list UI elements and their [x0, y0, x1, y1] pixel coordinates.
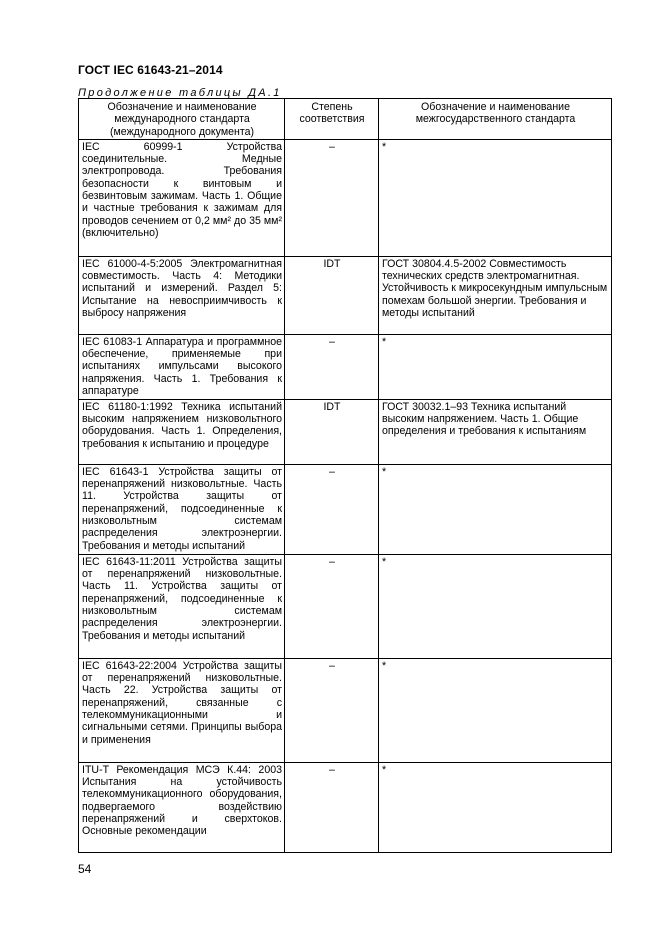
- column-header-degree: Степень соответствия: [285, 99, 379, 140]
- international-standard-cell: IEC 61180-1:1992 Техника испытаний высоким напряжением низковольтного оборудования. Часть 1. Определения, требования к испытанию и процедуре: [79, 399, 285, 464]
- table-row: [79, 554, 612, 658]
- degree-cell: –: [285, 464, 379, 554]
- international-standard-cell: IEC 61083-1 Аппаратура и программное обеспечение, применяемые при испытаниях импульсами высокого напряжения. Часть 1. Требования к аппаратуре: [79, 334, 285, 399]
- degree-cell: –: [285, 658, 379, 762]
- international-standard-cell: ITU-T Рекомендация МСЭ К.44: 2003 Испытания на устойчивость телекоммуникационного оборудования, подвергаемого воздействию перенапряжений и сверхтоков. Основные рекомендации: [79, 762, 285, 852]
- degree-cell: IDT: [285, 256, 379, 334]
- table-header-row: [79, 99, 612, 140]
- international-standard-cell: IEC 60999-1 Устройства соединительные. Медные электропровода. Требования безопасности к винтовым и безвинтовым зажимам. Часть 1. Общие и частные требования к зажимам для проводов сечением от 0,2 мм² до 35 мм² (включительно): [79, 139, 285, 256]
- international-standard-cell: IEC 61643-11:2011 Устройства защиты от перенапряжений низковольтные. Часть 11. Устройства защиты от перенапряжений, подсоединенные к низковольтным системам распределения электроэнергии. Требования и методы испытаний: [79, 554, 285, 658]
- degree-cell: –: [285, 139, 379, 256]
- degree-cell: –: [285, 554, 379, 658]
- interstate-standard-cell: *: [379, 464, 612, 554]
- column-header-interstate: Обозначение и наименование межгосударственного стандарта: [379, 99, 612, 140]
- interstate-standard-cell: *: [379, 139, 612, 256]
- interstate-standard-cell: *: [379, 762, 612, 852]
- interstate-standard-cell: ГОСТ 30804.4.5-2002 Совместимость технических средств электромагнитная. Устойчивость к микросекундным импульсным помехам большой энергии. Требования и методы испытаний: [379, 256, 612, 334]
- table-row: [79, 464, 612, 554]
- interstate-standard-cell: *: [379, 554, 612, 658]
- table-row: [79, 762, 612, 852]
- table-row: [79, 139, 612, 256]
- table-caption: Продолжение таблицы ДА.1: [78, 87, 282, 99]
- international-standard-cell: IEC 61643-1 Устройства защиты от перенапряжений низковольтные. Часть 11. Устройства защиты от перенапряжений, подсоединенные к низковольтным системам распределения электроэнергии. Требования и методы испытаний: [79, 464, 285, 554]
- international-standard-cell: IEC 61000-4-5:2005 Электромагнитная совместимость. Часть 4: Методики испытаний и измерений. Раздел 5: Испытание на невосприимчивость к выбросу напряжения: [79, 256, 285, 334]
- table-row: [79, 399, 612, 464]
- correspondence-table: [78, 98, 612, 853]
- interstate-standard-cell: ГОСТ 30032.1–93 Техника испытаний высоким напряжением. Часть 1. Общие определения и требования к испытаниям: [379, 399, 612, 464]
- table-row: [79, 334, 612, 399]
- degree-cell: IDT: [285, 399, 379, 464]
- international-standard-cell: IEC 61643-22:2004 Устройства защиты от перенапряжений низковольтные. Часть 22. Устройства защиты от перенапряжений, связанные с телекоммуникационными и сигнальными сетями. Принципы выбора и применения: [79, 658, 285, 762]
- degree-cell: –: [285, 334, 379, 399]
- degree-cell: –: [285, 762, 379, 852]
- table-row: [79, 658, 612, 762]
- page-number: 54: [78, 862, 92, 876]
- interstate-standard-cell: *: [379, 334, 612, 399]
- column-header-international: Обозначение и наименование международного стандарта (международного документа): [79, 99, 285, 140]
- interstate-standard-cell: *: [379, 658, 612, 762]
- document-header: ГОСТ IEC 61643-21–2014: [78, 63, 223, 77]
- table-row: [79, 256, 612, 334]
